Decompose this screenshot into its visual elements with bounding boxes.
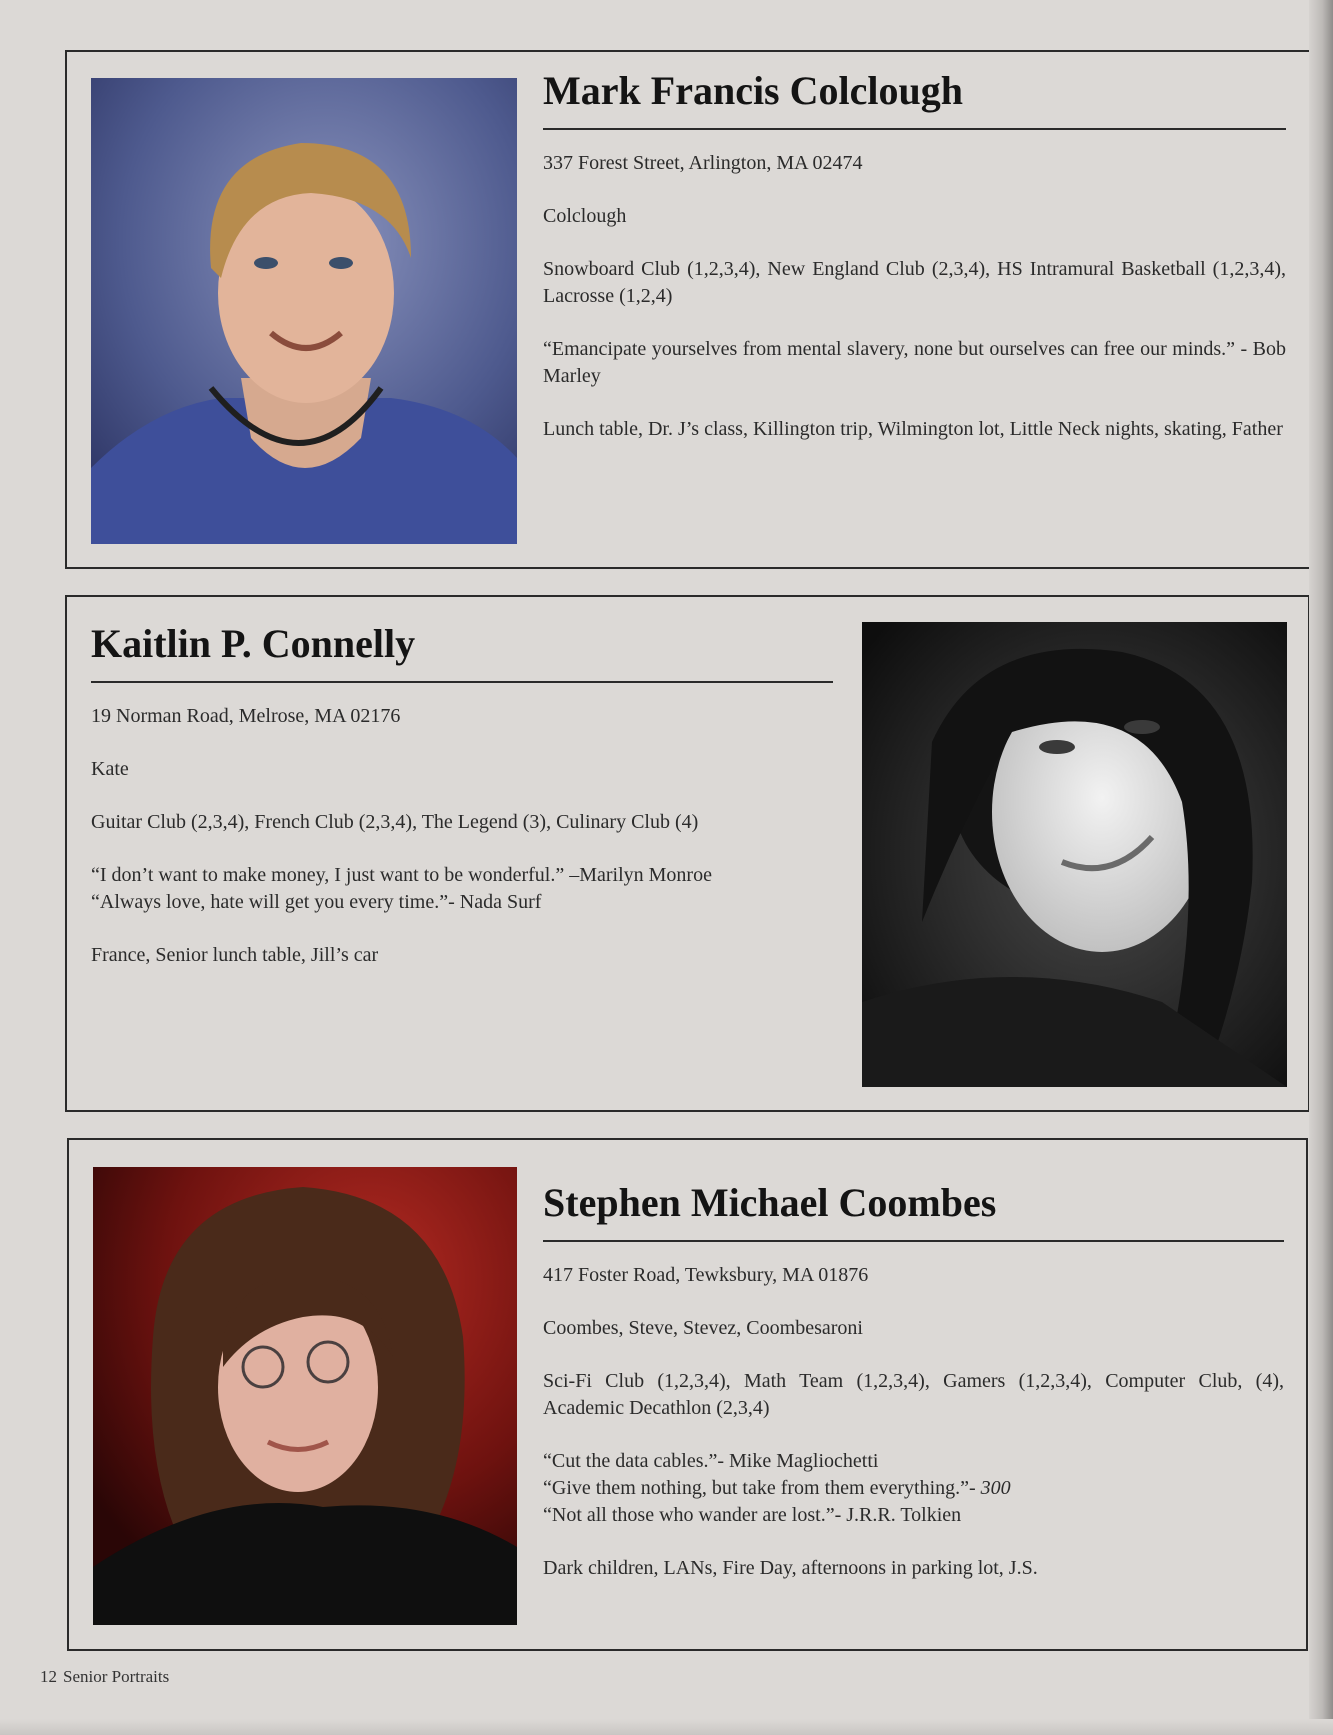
student-memories: Dark children, LANs, Fire Day, afternoons in parking lot, J.S. [543,1557,1038,1579]
page-edge-shadow [1309,0,1333,1735]
student-name: Kaitlin P. Connelly [91,621,416,666]
student-info-colclough [543,68,1286,469]
student-address: 19 Norman Road, Melrose, MA 02176 [91,705,401,727]
student-memories: France, Senior lunch table, Jill’s car [91,944,379,966]
portrait-photo-coombes [93,1167,517,1625]
page-number: 12 [40,1667,57,1686]
student-info-coombes [543,1180,1284,1608]
student-activities: Sci-Fi Club (1,2,3,4), Math Team (1,2,3,4), Gamers (1,2,3,4), Computer Club, (4), Academic Decathlon (2,3,4) [543,1370,1284,1419]
student-nickname: Coombes, Steve, Stevez, Coombesaroni [543,1317,863,1339]
student-name: Stephen Michael Coombes [543,1180,997,1225]
student-quote-text: “Give them nothing, but take from them everything.”- [543,1477,981,1499]
student-address: 337 Forest Street, Arlington, MA 02474 [543,152,863,174]
student-quote-attribution: 300 [980,1477,1011,1499]
student-nickname: Kate [91,758,129,780]
student-name: Mark Francis Colclough [543,68,963,113]
portrait-photo-connelly [862,622,1287,1087]
student-quote: “Cut the data cables.”- Mike Magliochetti [543,1450,879,1472]
student-address: 417 Foster Road, Tewksbury, MA 01876 [543,1264,869,1286]
student-info-connelly [91,621,833,995]
page-footer [40,1667,169,1687]
student-quote: “Always love, hate will get you every time.”- Nada Surf [91,891,542,913]
name-rule [91,681,833,683]
student-quote: “I don’t want to make money, I just want to be wonderful.” –Marilyn Monroe [91,864,712,886]
portrait-photo-colclough [91,78,517,544]
student-quote [543,1475,1284,1502]
section-title: Senior Portraits [63,1667,170,1686]
student-card-colclough [65,50,1311,569]
student-activities: Guitar Club (2,3,4), French Club (2,3,4), The Legend (3), Culinary Club (4) [91,811,699,833]
name-rule [543,128,1286,130]
student-card-connelly [65,595,1310,1112]
student-quote: “Emancipate yourselves from mental slavery, none but ourselves can free our minds.” - Bob Marley [543,338,1286,387]
name-rule [543,1240,1284,1242]
student-card-coombes [67,1138,1308,1651]
student-activities: Snowboard Club (1,2,3,4), New England Club (2,3,4), HS Intramural Basketball (1,2,3,4), Lacrosse (1,2,4) [543,258,1286,307]
student-memories: Lunch table, Dr. J’s class, Killington trip, Wilmington lot, Little Neck nights, skating, Father [543,418,1283,440]
page-bottom-edge [0,1719,1333,1735]
student-quote: “Not all those who wander are lost.”- J.R.R. Tolkien [543,1504,962,1526]
student-nickname: Colclough [543,205,627,227]
